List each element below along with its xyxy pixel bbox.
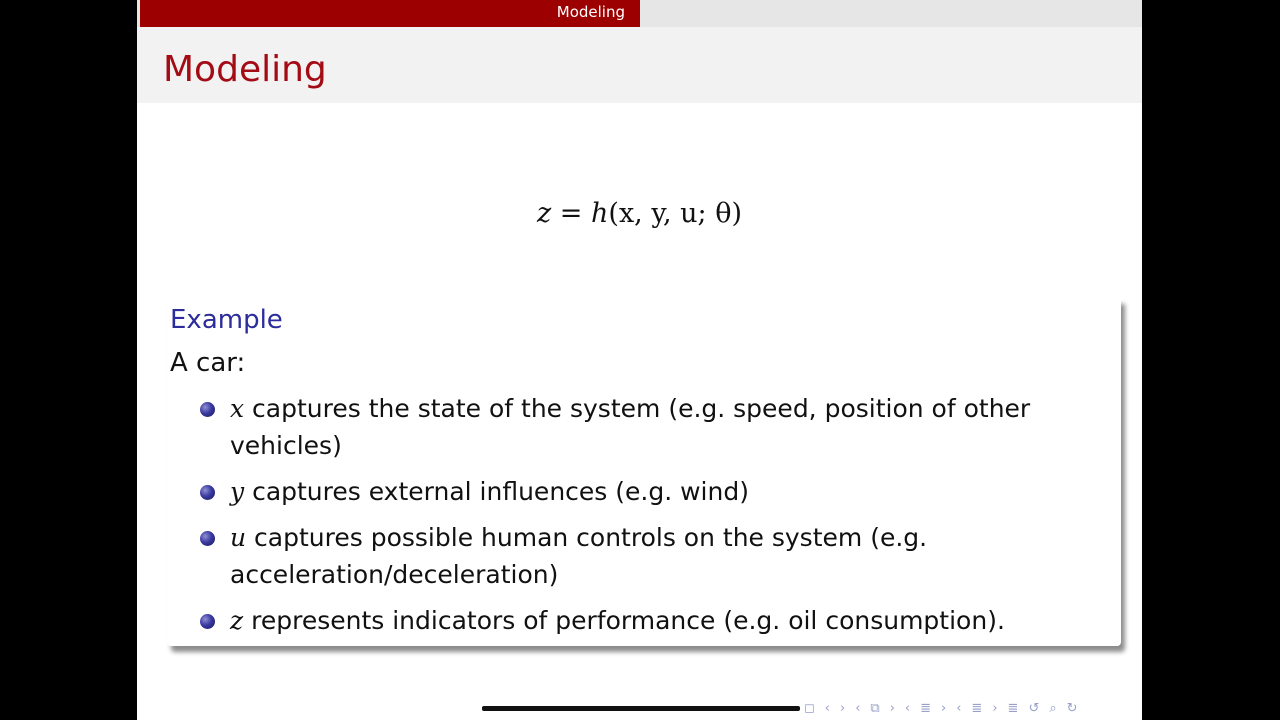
slide: [137, 0, 1142, 720]
frame-icon[interactable]: ⧉: [870, 701, 880, 716]
list-item-text: represents indicators of performance (e.g. oil consumption).: [243, 606, 1005, 635]
list-item: [167, 519, 1097, 593]
example-intro: A car:: [170, 348, 246, 378]
next-slide-icon[interactable]: ›: [840, 701, 846, 716]
variable-symbol: x: [230, 394, 245, 423]
list-item: [167, 602, 1097, 639]
variable-symbol: y: [230, 477, 245, 506]
forward-icon[interactable]: ↻: [1066, 701, 1078, 716]
variable-symbol: u: [230, 523, 247, 552]
bullet-list: [167, 390, 1097, 648]
subsection-icon[interactable]: ≣: [920, 701, 932, 716]
example-block: [167, 298, 1121, 646]
list-item: [167, 390, 1097, 464]
next-section-icon[interactable]: ›: [992, 701, 998, 716]
beamer-navigation-controls: [804, 699, 1078, 719]
bullet-icon: [200, 402, 215, 417]
equation-function: h: [591, 198, 609, 229]
back-icon[interactable]: ↺: [1028, 701, 1040, 716]
top-navigation-bar: [137, 0, 1142, 27]
equation-lhs: z: [536, 198, 552, 229]
list-item-text: captures possible human controls on the system (e.g. acceleration/deceleration): [230, 523, 928, 589]
slide-title: Modeling: [163, 49, 327, 90]
previous-section-icon[interactable]: ‹: [956, 701, 962, 716]
list-item-text: captures external influences (e.g. wind): [244, 477, 749, 506]
list-item: [167, 473, 1097, 510]
document-icon[interactable]: ≣: [1007, 701, 1019, 716]
variable-symbol: z: [230, 606, 244, 635]
example-title: Example: [170, 305, 283, 335]
next-subsection-icon[interactable]: ›: [941, 701, 947, 716]
list-item-text: captures the state of the system (e.g. speed, position of other vehicles): [230, 394, 1031, 460]
previous-frame-icon[interactable]: ‹: [855, 701, 861, 716]
equation-arguments: (x, y, u; θ): [608, 198, 743, 229]
equation-equals: =: [559, 198, 583, 229]
section-icon[interactable]: ≣: [971, 701, 983, 716]
next-frame-icon[interactable]: ›: [889, 701, 895, 716]
model-equation: [137, 192, 1142, 236]
bullet-icon: [200, 614, 215, 629]
slide-frame-icon[interactable]: ◻: [804, 701, 815, 716]
bullet-icon: [200, 485, 215, 500]
playback-progress-bar[interactable]: [482, 706, 800, 711]
section-navigation-link[interactable]: Modeling: [140, 0, 640, 27]
search-icon[interactable]: ⌕: [1049, 701, 1057, 716]
previous-slide-icon[interactable]: ‹: [824, 701, 830, 716]
previous-subsection-icon[interactable]: ‹: [904, 701, 911, 716]
bullet-icon: [200, 531, 215, 546]
